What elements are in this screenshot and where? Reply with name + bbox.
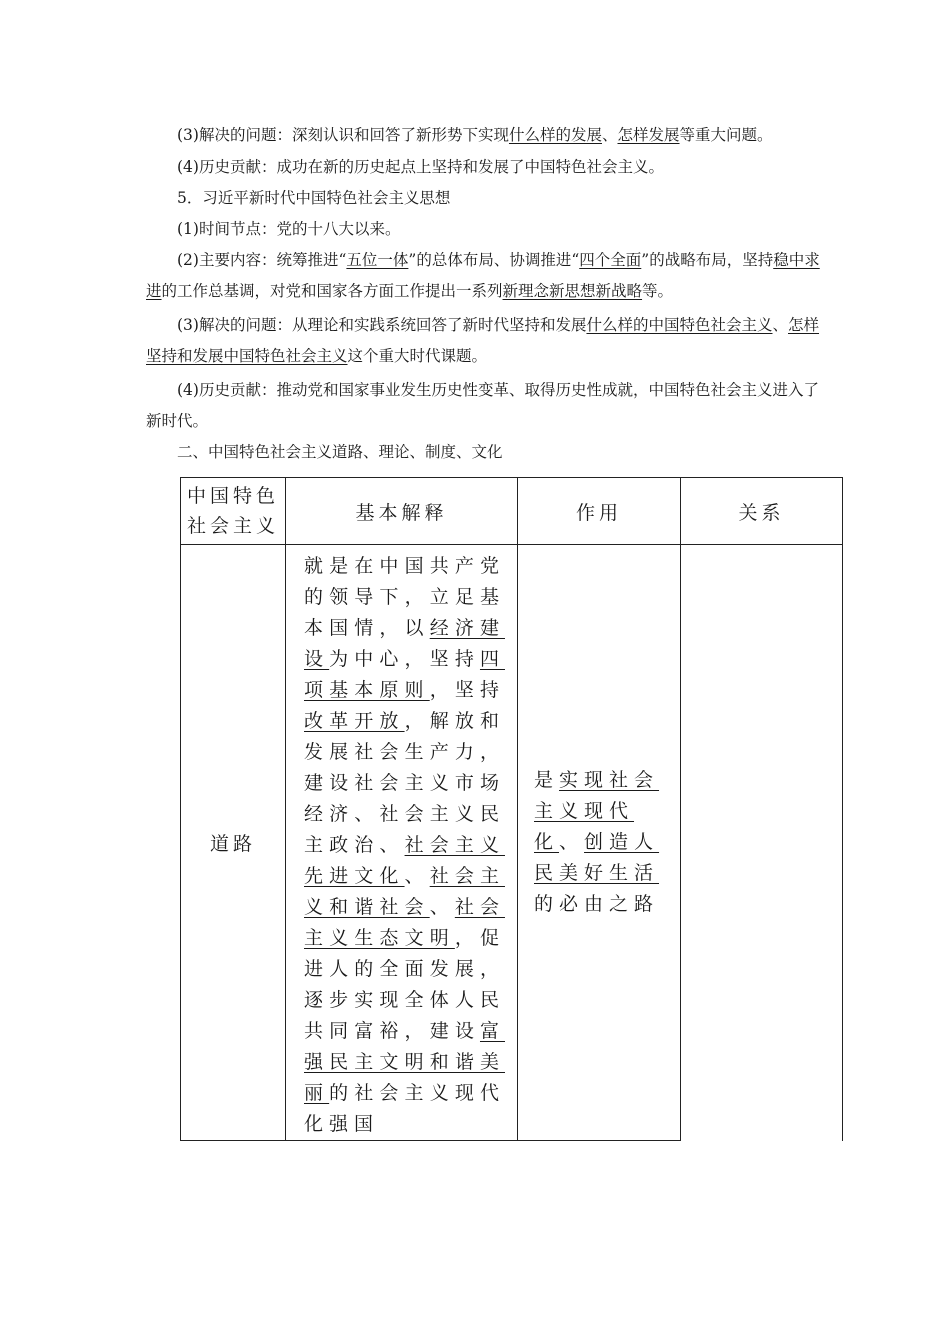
text: ，坚持 [429,679,505,701]
header-cell: 基本解释 [286,478,518,545]
underlined-text: 富强民主文明和谐美丽 [304,1020,505,1104]
underlined-text: 四项基本原则 [304,648,505,701]
paragraph-3-problem [146,120,826,151]
row-name-cell: 道路 [181,545,286,1141]
underlined-text: 社会主义生态文明 [304,896,505,949]
underlined-text: 实现社会主义现代化 [534,769,660,853]
table-row [181,545,843,1141]
text: 、 [559,831,585,853]
text: 这个重大时代课题。 [347,347,488,365]
underlined-text: 新理念新思想新战略 [502,282,643,300]
underlined-text: 五位一体 [346,251,409,269]
underlined-text: 什么样的发展 [508,126,602,144]
underlined-text: 怎样发展 [617,126,680,144]
underlined-text: 经济建设 [304,617,505,670]
text: (2)主要内容：统筹推进“ [177,251,347,269]
text: ，解放和发展社会生产力，建设社会主义市场经济、社会主义民主政治、 [304,710,505,856]
text: ”的战略布局，坚持 [641,251,774,269]
header-cell: 中国特色社会主义 [181,478,286,545]
text: 的社会主义现代化强国 [304,1082,505,1135]
underlined-text: 四个全面 [579,251,642,269]
role-cell [518,545,681,1141]
underlined-text: 怎样坚持和发展中国特色社会主义 [146,316,820,365]
paragraph-problem-solved [146,310,826,372]
text: 的必由之路 [534,893,660,915]
underlined-text: 创造人民美好生活 [534,831,660,884]
text: 、 [601,126,618,144]
section-heading-5: 5．习近平新时代中国特色社会主义思想 [177,189,451,207]
text: 、 [429,896,455,918]
header-cell: 作用 [518,478,681,545]
paragraph-historical-contribution: (4)历史贡献：推动党和国家事业发生历史性变革、取得历史性成就，中国特色社会主义进入了新时代。 [146,381,819,430]
underlined-text: 社会主义和谐社会 [304,865,505,918]
paragraph-main-content [146,245,826,307]
underlined-text: 什么样的中国特色社会主义 [586,316,773,334]
text: 就是在中国共产党的领导下，立足基本国情，以 [304,555,505,639]
text: ，促进人的全面发展，逐步实现全体人民共同富裕，建设 [304,927,505,1042]
relation-cell [681,545,843,1141]
socialism-table [180,477,843,1141]
text: 、 [772,316,788,334]
text: 的工作总基调，对党和国家各方面工作提出一系列 [161,282,503,300]
text: 、 [404,865,430,887]
underlined-text: 改革开放 [304,710,405,732]
table-header-row [181,478,843,545]
paragraph-4-contribution: (4)历史贡献：成功在新的历史起点上坚持和发展了中国特色社会主义。 [177,158,664,176]
text: ”的总体布局、协调推进“ [408,251,580,269]
text: 是 [534,769,560,791]
underlined-text: 稳中求进 [146,251,820,300]
text: (3)解决的问题：从理论和实践系统回答了新时代坚持和发展 [177,316,587,334]
text: (3)解决的问题：深刻认识和回答了新形势下实现 [177,126,509,144]
text: 为中心，坚持 [329,648,480,670]
explanation-cell [286,545,518,1141]
text: 等。 [642,282,674,300]
paragraph-time-node: (1)时间节点：党的十八大以来。 [177,220,401,238]
section-heading-two: 二、中国特色社会主义道路、理论、制度、文化 [177,443,503,461]
text: 等重大问题。 [679,126,773,144]
underlined-text: 社会主义先进文化 [304,834,505,887]
header-cell: 关系 [681,478,843,545]
